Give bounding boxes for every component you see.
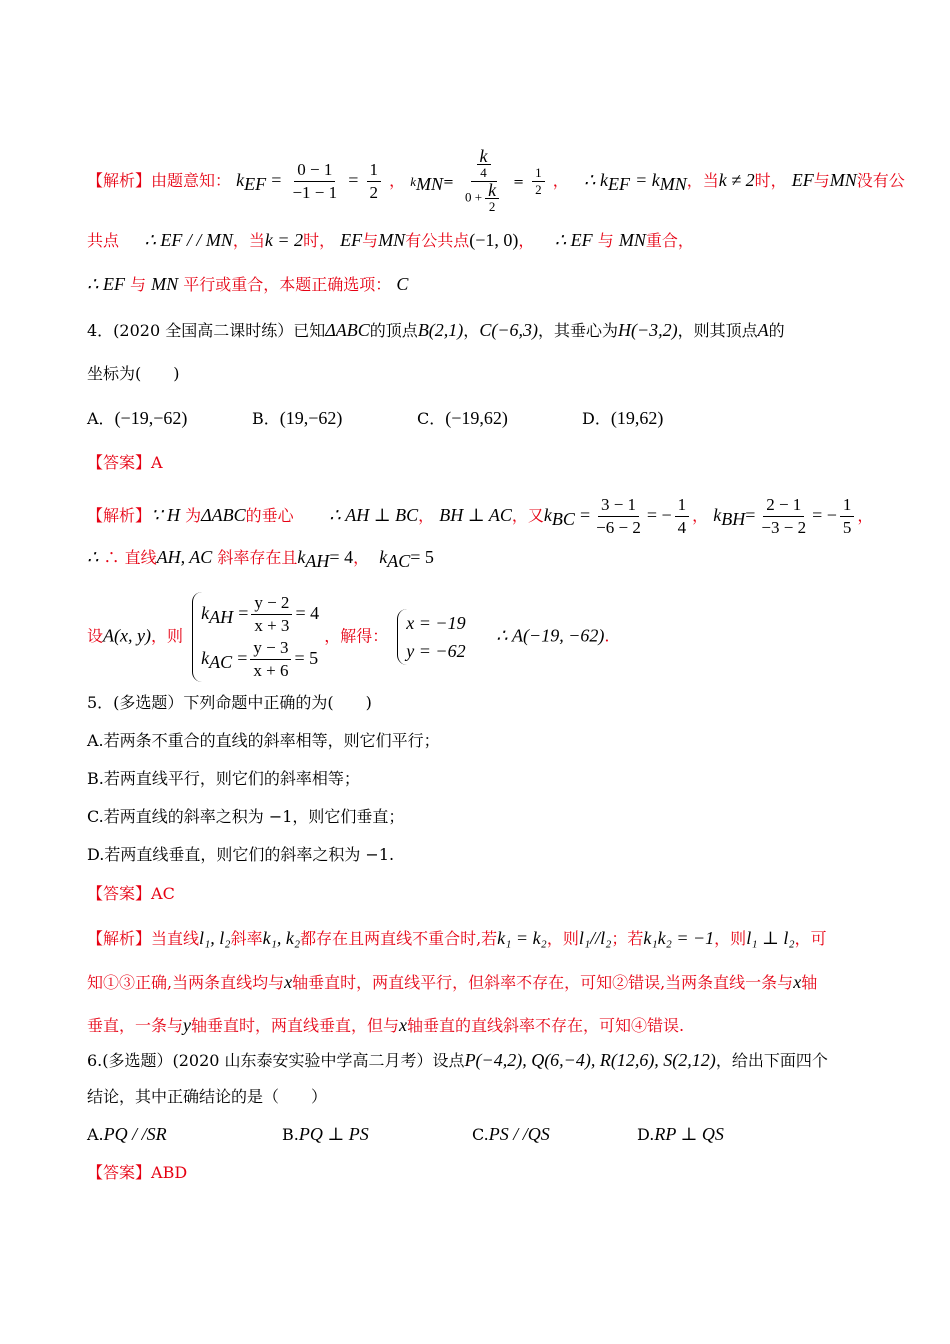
q4-option-b: B．(19,−62) <box>252 408 343 428</box>
q6-answer: 【答案】ABD <box>87 1163 188 1182</box>
q5-solution-line3: 垂直，一条与y轴垂直时，两直线垂直，但与x轴垂直的直线斜率不存在，可知④错误. <box>87 1015 685 1035</box>
q5-option-a: A.若两条不重合的直线的斜率相等，则它们平行； <box>87 731 440 750</box>
q3-solution-line3: ∴ EF 与 MN 平行或重合，本题正确选项： C <box>87 274 409 294</box>
q4-solution-line3: 设A(x, y)，则 $k_{AH}$ = $\frac{y - 2}{x + 3}$ = 4 $k_{AC}$ = $\frac{y - 3}{x + 6}$ = 5 ，解得： x = −19 y = −62 ∴ A(−19, −62). <box>87 593 610 680</box>
q6-stem-2: 结论，其中正确结论的是（ ） <box>87 1087 328 1106</box>
q5-option-b: B.若两直线平行，则它们的斜率相等； <box>87 769 360 788</box>
q4-answer: 【答案】A <box>87 453 163 472</box>
q6-stem: 6.(多选题）(2020 山东泰安实验中学高二月考）设点P(−4,2), Q(6,−4), R(12,6), S(2,12)，给出下面四个 <box>87 1050 828 1070</box>
q3-solution-line1: 【解析】由题意知： $k_{EF}$ = $\frac{0 - 1}{-1 - 1}$ = $\frac{1}{2}$ ， $k_{MN}=$ $\frac{k}{4}$ 0 + $\frac{k}{2}$ = $\frac{1}{2}$ ， ∴ $k_{EF} = k_{MN}$，当k ≠ 2时， EF与MN没有公 <box>87 146 905 214</box>
equation-system: $k_{AH}$ = $\frac{y - 2}{x + 3}$ = 4 $k_{AC}$ = $\frac{y - 3}{x + 6}$ = 5 <box>192 592 319 682</box>
q5-solution-line2: 知①③正确,当两条直线均与x轴垂直时，两直线平行，但斜率不存在，可知②错误,当两条直线一条与x轴 <box>87 972 818 992</box>
q5-answer: 【答案】AC <box>87 884 175 903</box>
q5-option-c: C.若两直线的斜率之积为 −1，则它们垂直； <box>87 807 405 826</box>
q4-option-d: D．(19,62) <box>582 408 664 428</box>
q4-option-c: C．(−19,62) <box>417 408 508 428</box>
q4-option-a: A．(−19,−62) <box>87 408 188 428</box>
fraction: $\frac{1}{2}$ <box>532 165 545 198</box>
q5-stem: 5．(多选题）下列命题中正确的为( ) <box>87 693 372 712</box>
q4-solution-line1: 【解析】∵ H 为ΔABC的垂心 ∴ AH ⊥ BC， BH ⊥ AC，又$k_{BC}$ = $\frac{3 - 1}{-6 - 2}$ = − $\frac{1}{4}$ ， $k_{BH}=$ $\frac{2 - 1}{-3 - 2}$ = − $\frac{1}{5}$ ， <box>87 495 874 537</box>
fraction: $\frac{0 - 1}{-1 - 1}$ <box>292 160 338 202</box>
q6-option-a: A.PQ / /SR <box>87 1124 167 1144</box>
q4-stem: 4．(2020 全国高二课时练）已知ΔABC的顶点B(2,1)，C(−6,3)，其垂心为H(−3,2)，则其顶点A的 <box>87 320 785 340</box>
q4-stem-2: 坐标为( ) <box>87 364 180 383</box>
solution-system: x = −19 y = −62 <box>397 609 465 665</box>
q6-option-d: D.RP ⊥ QS <box>637 1124 724 1144</box>
q4-solution-line2: ∴ ∴ 直线AH, AC 斜率存在且$k_{AH}= 4$， $k_{AC}= 5$ <box>87 547 434 571</box>
solution-tag: 【解析】 <box>87 171 152 190</box>
q3-solution-line2: 共点 ∴ EF / / MN，当k = 2时， EF与MN有公共点(−1, 0)， ∴ EF 与 MN重合， <box>87 230 694 250</box>
q6-option-b: B.PQ ⊥ PS <box>282 1124 369 1144</box>
q6-option-c: C.PS / /QS <box>472 1124 550 1144</box>
q5-option-d: D.若两直线垂直，则它们的斜率之积为 −1. <box>87 845 395 864</box>
q5-solution-line1: 【解析】当直线l₁, l₂斜率k₁, k₂都存在且两直线不重合时,若k₁ = k₂，则l₁//l₂；若k₁k₂ = −1，则l₁ ⊥ l₂，可 <box>87 928 827 948</box>
nested-fraction: $\frac{k}{4}$ 0 + $\frac{k}{2}$ <box>462 148 505 215</box>
fraction: $\frac{1}{2}$ <box>367 159 382 204</box>
